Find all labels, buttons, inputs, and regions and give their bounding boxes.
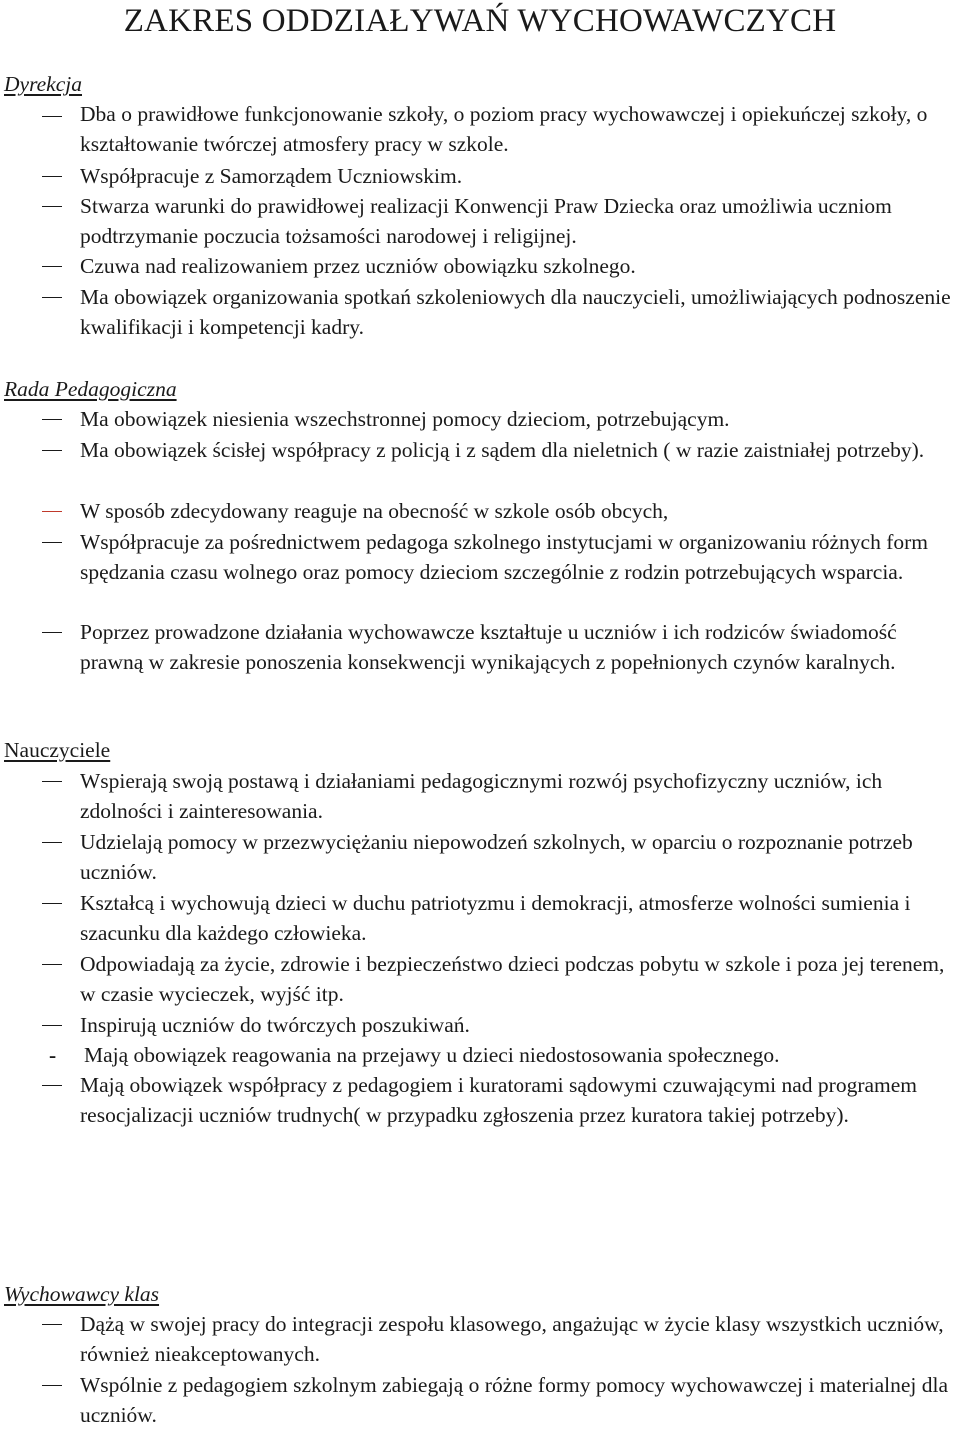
list-item: Mają obowiązek reagowania na przejawy u dzieci niedostosowania społecznego. — [84, 1043, 780, 1067]
bullet-dash — [42, 116, 62, 117]
list-item: Ma obowiązek organizowania spotkań szkoleniowych dla nauczycieli, umożliwiających podnoszenie kwalifikacji i kompetencji kadry. — [80, 285, 951, 339]
bullet-dash — [42, 206, 62, 207]
list-item: Czuwa nad realizowaniem przez uczniów obowiązku szkolnego. — [80, 254, 636, 278]
bullet-dash — [42, 781, 62, 782]
bullet-dash — [42, 542, 62, 543]
list-item: Mają obowiązek współpracy z pedagogiem i kuratorami sądowymi czuwającymi nad programem resocjalizacji uczniów trudnych( w przypadku zgłoszenia przez kuratora takiej potrzeby). — [80, 1073, 918, 1127]
bullet-dash — [42, 964, 62, 965]
list-item: Współpracuje za pośrednictwem pedagoga szkolnego instytucjami w organizowaniu różnych form spędzania czasu wolnego oraz pomocy dzieciom szczególnie z rodzin potrzebujących wsparcia. — [80, 530, 928, 584]
list-item: Kształcą i wychowują dzieci w duchu patriotyzmu i demokracji, atmosferze wolności sumienia i szacunku dla każdego człowieka. — [80, 891, 911, 945]
section-heading-rada-pedagogiczna: Rada Pedagogiczna — [4, 377, 177, 401]
bullet-dash — [42, 176, 62, 177]
list-item: Dążą w swojej pracy do integracji zespołu klasowego, angażując w życie klasy wszystkich uczniów, również nieakceptowanych. — [80, 1312, 944, 1366]
bullet-dash — [42, 1085, 62, 1086]
list-item: Udzielają pomocy w przezwyciężaniu niepowodzeń szkolnych, w oparciu o rozpoznanie potrzeb uczniów. — [80, 830, 913, 884]
page-title: ZAKRES ODDZIAŁYWAŃ WYCHOWAWCZYCH — [123, 3, 837, 39]
list-item: W sposób zdecydowany reaguje na obecność w szkole osób obcych, — [80, 499, 669, 523]
bullet-dash — [42, 903, 62, 904]
list-item: Stwarza warunki do prawidłowej realizacji Konwencji Praw Dziecka oraz umożliwia uczniom podtrzymanie poczucia tożsamości narodowej i religijnej. — [80, 194, 892, 248]
bullet-dash — [42, 419, 62, 420]
bullet-hyphen: - — [49, 1043, 57, 1067]
section-heading-nauczyciele: Nauczyciele — [4, 738, 111, 762]
bullet-dash — [42, 1385, 62, 1386]
bullet-dash — [42, 842, 62, 843]
bullet-dash — [42, 1025, 62, 1026]
bullet-dash — [42, 450, 62, 451]
section-heading-wychowawcy-klas: Wychowawcy klas — [4, 1282, 160, 1306]
list-item: Inspirują uczniów do twórczych poszukiwań. — [80, 1013, 470, 1037]
bullet-dash — [42, 632, 62, 633]
list-item: Ma obowiązek ścisłej współpracy z policją i z sądem dla nieletnich ( w razie zaistniałej potrzeby). — [80, 438, 925, 462]
bullet-dash — [42, 266, 62, 267]
list-item: Wspierają swoją postawą i działaniami pedagogicznymi rozwój psychofizyczny uczniów, ich zdolności i zainteresowania. — [80, 769, 883, 823]
list-item: Współpracuje z Samorządem Uczniowskim. — [80, 164, 463, 188]
section-heading-dyrekcja: Dyrekcja — [4, 72, 82, 96]
list-item: Odpowiadają za życie, zdrowie i bezpieczeństwo dzieci podczas pobytu w szkole i poza jej terenem, w czasie wycieczek, wyjść itp. — [80, 952, 945, 1006]
list-item: Wspólnie z pedagogiem szkolnym zabiegają o różne formy pomocy wychowawczej i materialnej dla uczniów. — [80, 1373, 949, 1427]
bullet-dash-accent — [42, 511, 62, 512]
bullet-dash — [42, 1324, 62, 1325]
list-item: Ma obowiązek niesienia wszechstronnej pomocy dzieciom, potrzebującym. — [80, 407, 730, 431]
bullet-dash — [42, 297, 62, 298]
list-item: Dba o prawidłowe funkcjonowanie szkoły, o poziom pracy wychowawczej i opiekuńczej szkoły, o kształtowanie twórczej atmosfery pracy w szkole. — [80, 102, 928, 156]
list-item: Poprzez prowadzone działania wychowawcze kształtuje u uczniów i ich rodziców świadomość prawną w zakresie ponoszenia konsekwencji wynikających z popełnionych czynów karalnych. — [80, 620, 897, 674]
